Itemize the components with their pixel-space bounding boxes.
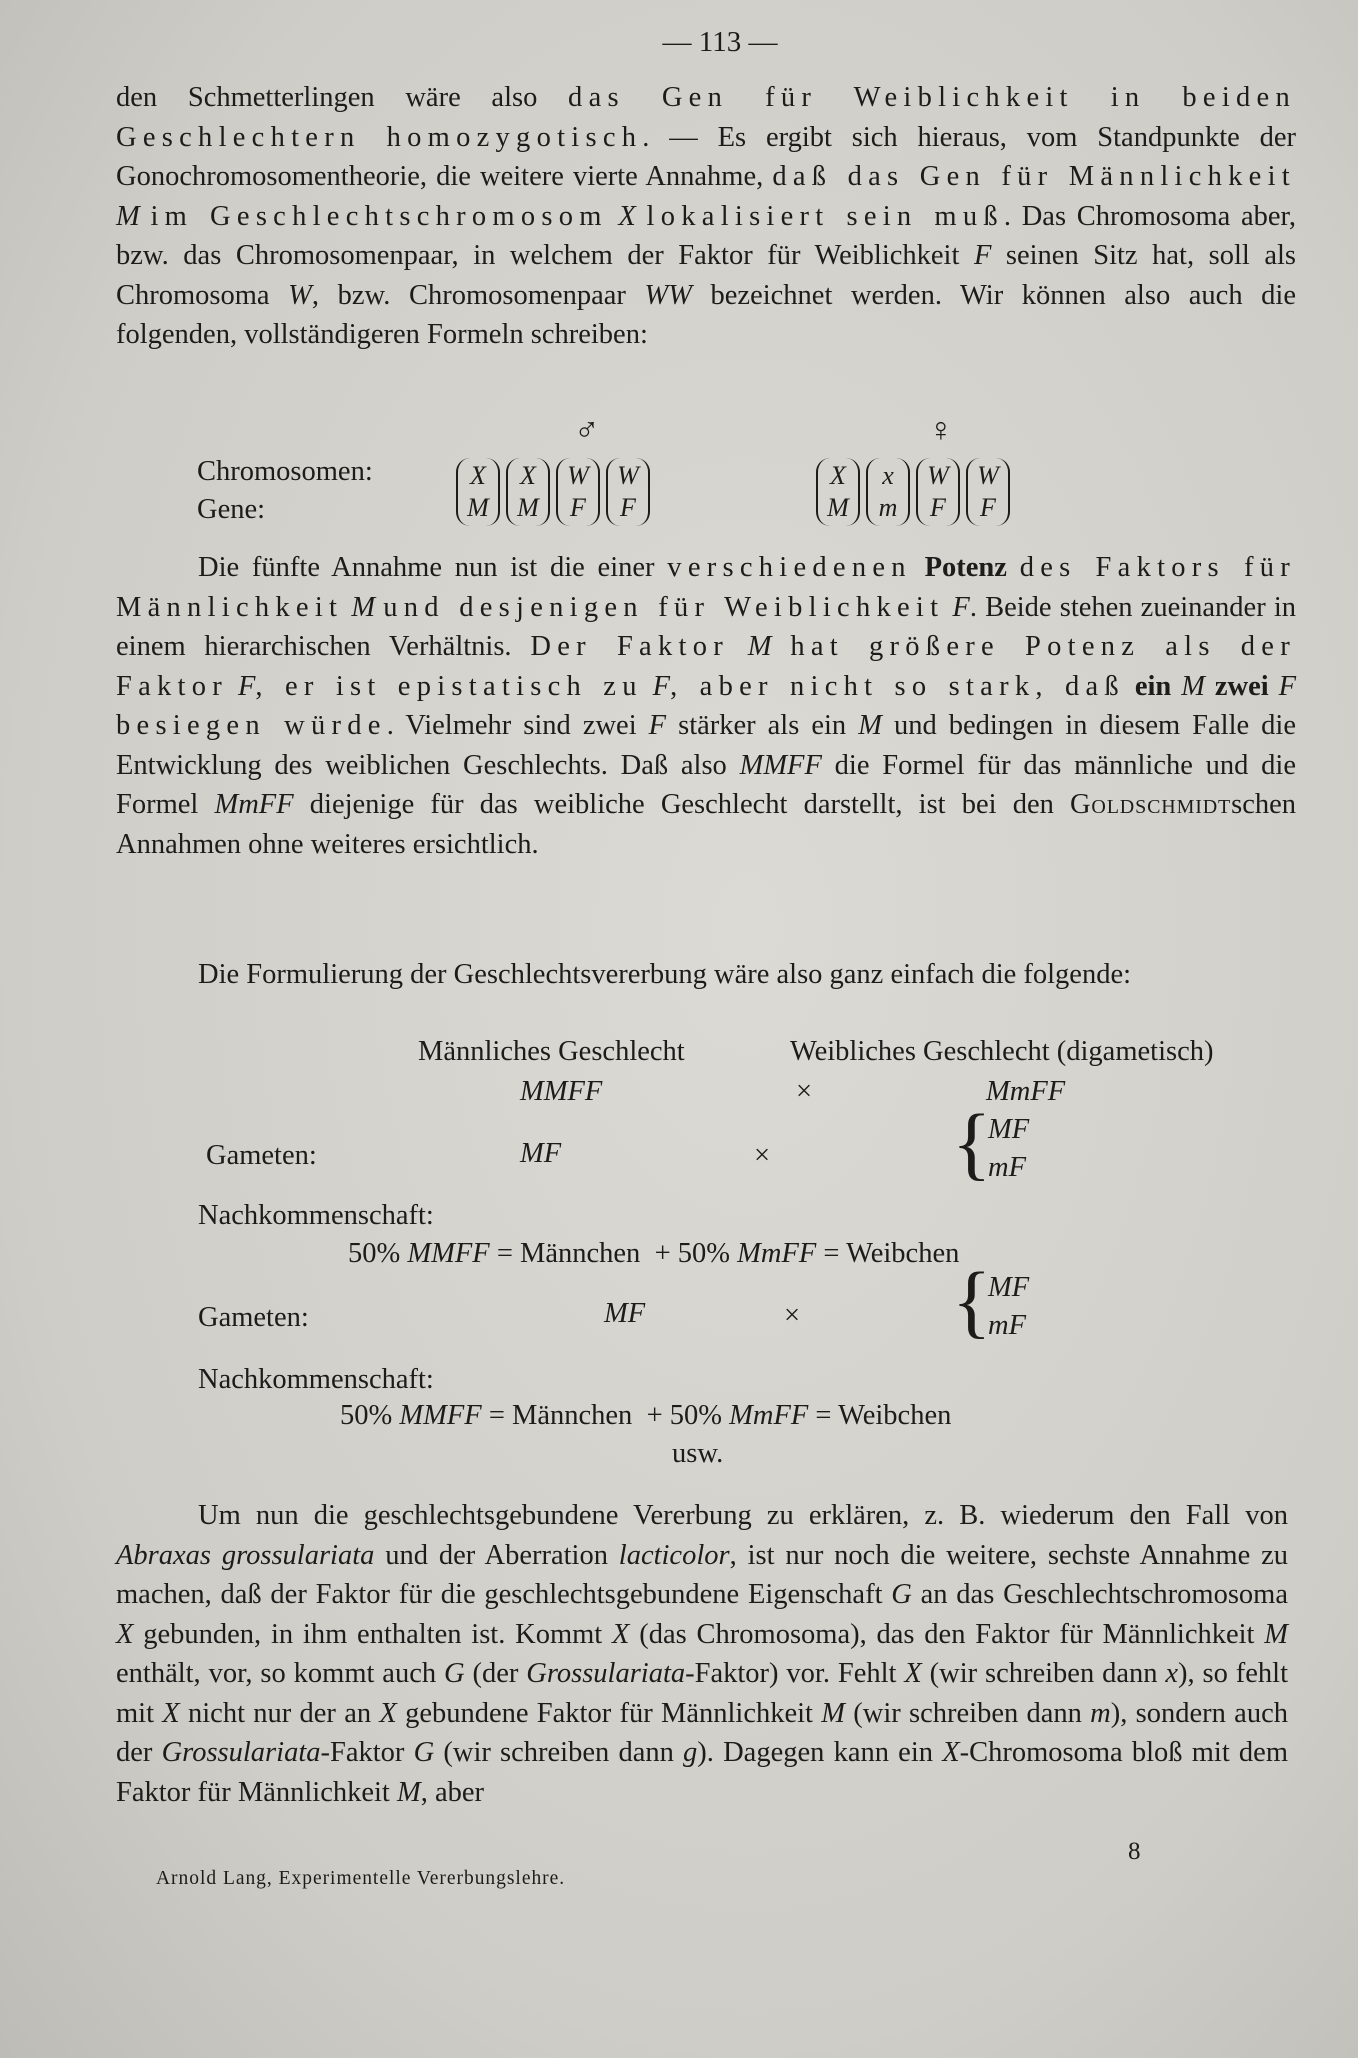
brace: { <box>952 1097 992 1188</box>
book-page: — 113 — den Schmetterlingen wäre also das Gen für Weiblichkeit in beiden Geschlechtern homozygotisch. — Es ergibt sich hieraus, vom Standpunkte der Gonochromosomentheorie, die weitere vierte Annahme, daß das Gen für Männlichkeit M im Geschlechtschromosom X lokalisiert sein muß. Das Chromosoma aber, bzw. das Chromosomenpaar, in welchem der Faktor für Weiblichkeit F seinen Sitz hat, soll als Chromosoma W, bzw. Chromosomenpaar WW bezeichnet werden. Wir können also auch die folgenden, vollständigeren Formeln schreiben: ♂ ♀ Chromosomen: Gene: X M X M W F W F X M x m W F W F Die fünfte Annahme nun ist die einer verschiedenen Potenz des Faktors für Männlichkeit M und desjenigen für Weiblichkeit F. Beide stehen zueinander in einem hierarchischen Verhältnis. Der Faktor M hat größere Potenz als der Faktor F, er ist epistatisch zu F, aber nicht so stark, daß ein M zwei F besiegen würde. Vielmehr sind zwei F stärker als ein M und bedingen in diesem Falle die Entwicklung des weiblichen Geschlechts. Daß also MMFF die Formel für das männliche und die Formel MmFF diejenige für das weibliche Geschlecht darstellt, ist bei den Goldschmidtschen Annahmen ohne weiteres ersichtlich. Die Formulierung der Geschlechtsvererbung wäre also ganz einfach die folgende: Männliches Geschlecht Weibliches Geschlecht (digametisch) MMFF × MmFF Gameten: MF × { MF mF Nachkommenschaft: 50% MMFF = Männchen + 50% MmFF = Weibchen Gameten: MF × { MF mF Nachkommenschaft: 50% MMFF = Männchen + 50% MmFF = Weibchen usw. Um nun die geschlechtsgebundene Vererbung zu erklären, z. B. wiederum den Fall von Abraxas grossulariata und der Aberration lacticolor, ist nur noch die weitere, sechste Annahme zu machen, daß der Faktor für die geschlechtsgebundene Eigenschaft G an das Geschlechtschromosoma X gebunden, in ihm enthalten ist. Kommt X (das Chromosoma), das den Faktor für Männlichkeit M enthält, vor, so kommt auch G (der Grossulariata-Faktor) vor. Fehlt X (wir schreiben dann x), so fehlt mit X nicht nur der an X gebundene Faktor für Männlichkeit M (wir schreiben dann m), sondern auch der Grossulariata-Faktor G (wir schreiben dann g). Dagegen kann ein X-Chromosoma bloß mit dem Faktor für Männlichkeit M, aber 8 Arnold Lang, Experimentelle Vererbungslehre. <box>0 0 1358 2058</box>
page-number: — 113 — <box>662 26 778 58</box>
pair: W F <box>966 458 1010 526</box>
paragraph-1: den Schmetterlingen wäre also das Gen für Weiblichkeit in beiden Geschlechtern homozygotisch. — Es ergibt sich hieraus, vom Standpunkte der Gonochromosomentheorie, die weitere vierte Annahme, daß das Gen für Männlichkeit M im Geschlechtschromosom X lokalisiert sein muß. Das Chromosoma aber, bzw. das Chromosomenpaar, in welchem der Faktor für Weiblichkeit F seinen Sitz hat, soll als Chromosoma W, bzw. Chromosomenpaar WW bezeichnet werden. Wir können also auch die folgenden, vollständigeren Formeln schreiben: <box>116 82 1297 350</box>
label-chromosomes: Chromosomen: <box>197 456 373 487</box>
male-symbol: ♂ <box>574 412 600 449</box>
paragraph-3: Die Formulierung der Geschlechtsvererbung wäre also ganz einfach die folgende: <box>198 959 1132 990</box>
head-female: Weibliches Geschlecht (digametisch) <box>790 1036 1214 1067</box>
female-chromosome-pairs <box>816 458 1010 526</box>
head-male: Männliches Geschlecht <box>418 1036 685 1067</box>
sheet-number: 8 <box>1128 1838 1141 1865</box>
pair: X M <box>816 458 860 526</box>
pair: X M <box>506 458 550 526</box>
pair: x m <box>866 458 910 526</box>
footer-running-title: Arnold Lang, Experimentelle Vererbungslehre. <box>156 1868 566 1889</box>
label-genes: Gene: <box>197 494 266 525</box>
pair: W F <box>916 458 960 526</box>
female-symbol: ♀ <box>928 412 954 449</box>
pair: W F <box>606 458 650 526</box>
male-chromosome-pairs <box>456 458 650 526</box>
pair: W F <box>556 458 600 526</box>
pair: X M <box>456 458 500 526</box>
paragraph-4: Um nun die geschlechtsgebundene Vererbung zu erklären, z. B. wiederum den Fall von Abraxas grossulariata und der Aberration lacticolor, ist nur noch die weitere, sechste Annahme zu machen, daß der Faktor für die geschlechtsgebundene Eigenschaft G an das Geschlechtschromosoma X gebunden, in ihm enthalten ist. Kommt X (das Chromosoma), das den Faktor für Männlichkeit M enthält, vor, so kommt auch G (der Grossulariata-Faktor) vor. Fehlt X (wir schreiben dann x), so fehlt mit X nicht nur der an X gebundene Faktor für Männlichkeit M (wir schreiben dann m), sondern auch der Grossulariata-Faktor G (wir schreiben dann g). Dagegen kann ein X-Chromosoma bloß mit dem Faktor für Männlichkeit M, aber <box>116 1500 1288 1808</box>
brace: { <box>952 1255 992 1346</box>
paragraph-2: Die fünfte Annahme nun ist die einer verschiedenen Potenz des Faktors für Männlichkeit M und desjenigen für Weiblichkeit F. Beide stehen zueinander in einem hierarchischen Verhältnis. Der Faktor M hat größere Potenz als der Faktor F, er ist epistatisch zu F, aber nicht so stark, daß ein M zwei F besiegen würde. Vielmehr sind zwei F stärker als ein M und bedingen in diesem Falle die Entwicklung des weiblichen Geschlechts. Daß also MMFF die Formel für das männliche und die Formel MmFF diejenige für das weibliche Geschlecht darstellt, ist bei den Goldschmidtschen Annahmen ohne weiteres ersichtlich. <box>116 552 1297 860</box>
